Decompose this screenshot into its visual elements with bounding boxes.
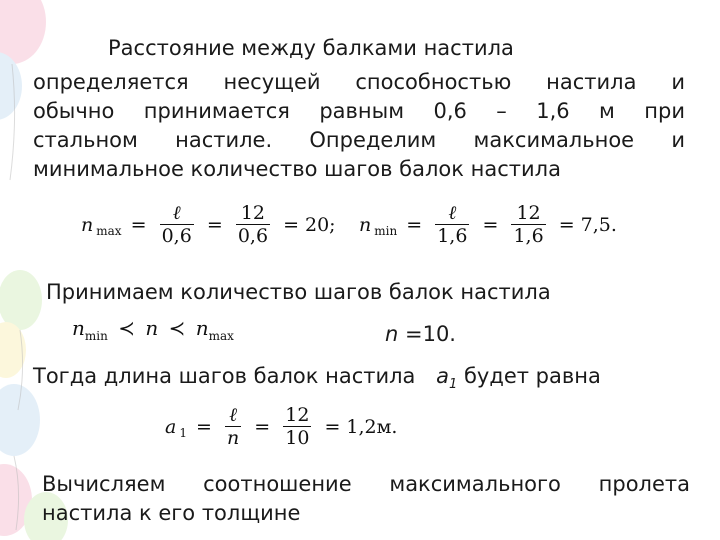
- length-text-before: Тогда длина шагов балок настила: [33, 364, 416, 388]
- intro-line-1: Расстояние между балками настила: [108, 36, 514, 60]
- ratio-line-2: настила к его толщине: [42, 501, 301, 525]
- accept-text: Принимаем количество шагов балок настила: [46, 280, 551, 304]
- nmax-result: 20;: [305, 213, 336, 236]
- length-text-var: a: [436, 364, 449, 388]
- nmin-result: 7,5.: [580, 213, 617, 236]
- formula-a1: a $_1$ = $\frac{\text{ℓ}}{n}$ = $\frac{12}{10}$ = 1,2м.: [165, 404, 398, 449]
- intro-line-2: определяется несущей способностью настила и: [33, 70, 685, 94]
- nmin-var: n: [359, 213, 372, 236]
- length-text-sub: 1: [448, 377, 458, 392]
- nmax-sub: max: [96, 223, 122, 238]
- nmin-sub: min: [374, 223, 398, 238]
- length-text-after: будет равна: [463, 364, 601, 388]
- formula-nmin: n $_{min}$ = $\frac{\text{ℓ}}{1,6}$ = $\frac{12}{1,6}$ = 7,5.: [359, 202, 617, 247]
- ratio-line-1: Вычисляем соотношение максимального пролета: [42, 472, 690, 496]
- n-value: [385, 320, 456, 348]
- inequality-formula: $n_{min}$ ≺ n ≺ $n_{max}$: [72, 316, 234, 343]
- intro-line-3: обычно принимается равным 0,6 – 1,6 м при: [33, 99, 685, 123]
- length-text: [33, 362, 693, 394]
- nmin-fraction-2: $\frac{12}{1,6}$: [513, 202, 544, 247]
- n-value-text: =10.: [398, 322, 456, 346]
- nmax-var: n: [81, 213, 94, 236]
- a1-fraction-1: $\frac{\text{ℓ}}{n}$: [226, 404, 240, 449]
- nmin-fraction-1: $\frac{\text{ℓ}}{1,6}$: [437, 202, 468, 247]
- formula-nmax: n $_{max}$ = $\frac{\text{ℓ}}{0,6}$ = $\frac{12}{0,6}$ = 20;: [81, 202, 336, 247]
- n-value-var: n: [385, 322, 399, 346]
- nmax-fraction-2: $\frac{12}{0,6}$: [237, 202, 269, 247]
- nmax-fraction-1: $\frac{\text{ℓ}}{0,6}$: [161, 202, 192, 247]
- intro-line-5: минимальное количество шагов балок настила: [33, 157, 561, 181]
- a1-fraction-2: $\frac{12}{10}$: [285, 404, 310, 449]
- intro-line-4: стальном настиле. Определим максимальное и: [33, 128, 685, 152]
- a1-result: 1,2м.: [346, 415, 398, 438]
